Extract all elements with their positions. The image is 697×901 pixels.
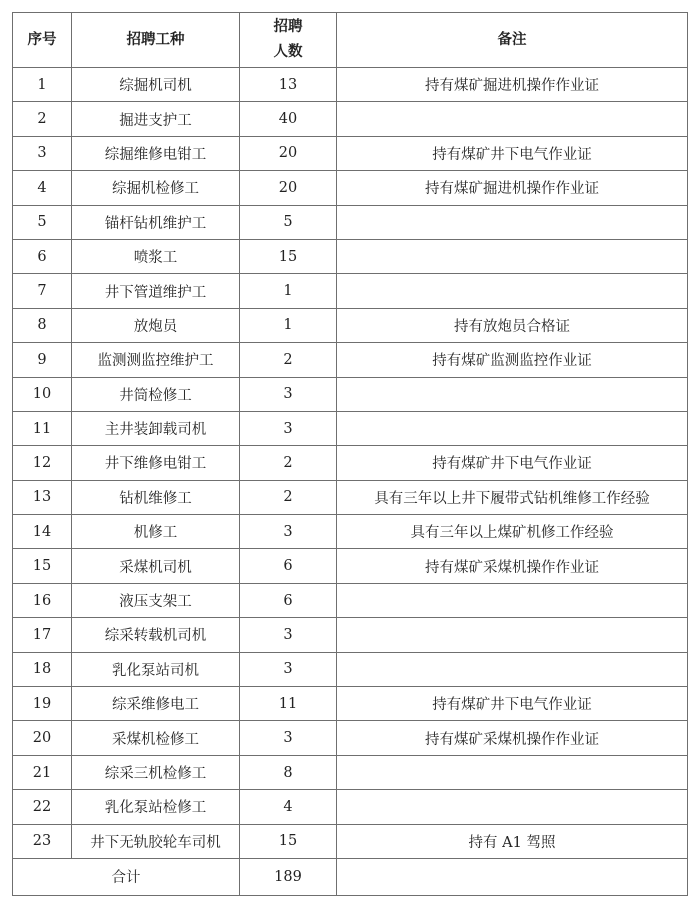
cell-job-type: 喷浆工 xyxy=(72,239,240,273)
table-footer xyxy=(13,858,688,895)
table-row xyxy=(13,618,688,652)
cell-job-type: 综采维修电工 xyxy=(72,687,240,721)
cell-recruit-count: 2 xyxy=(240,480,337,514)
cell-recruit-count: 2 xyxy=(240,446,337,480)
cell-serial-number: 9 xyxy=(13,343,72,377)
table-row xyxy=(13,205,688,239)
header-recruit-count xyxy=(240,13,337,68)
total-count: 189 xyxy=(240,858,337,895)
cell-job-type: 锚杆钻机维护工 xyxy=(72,205,240,239)
cell-job-type: 乳化泵站检修工 xyxy=(72,790,240,824)
cell-job-type: 综掘维修电钳工 xyxy=(72,136,240,170)
table-row xyxy=(13,377,688,411)
cell-serial-number: 1 xyxy=(13,68,72,102)
header-serial-number: 序号 xyxy=(13,13,72,68)
table-row xyxy=(13,687,688,721)
cell-recruit-count: 5 xyxy=(240,205,337,239)
cell-remarks xyxy=(337,274,688,308)
cell-recruit-count: 3 xyxy=(240,377,337,411)
header-row xyxy=(13,13,688,68)
cell-remarks xyxy=(337,755,688,789)
table-row xyxy=(13,824,688,858)
recruitment-table xyxy=(12,12,688,896)
header-remarks: 备注 xyxy=(337,13,688,68)
cell-job-type: 综采三机检修工 xyxy=(72,755,240,789)
cell-remarks: 持有煤矿采煤机操作作业证 xyxy=(337,721,688,755)
cell-serial-number: 16 xyxy=(13,583,72,617)
cell-serial-number: 7 xyxy=(13,274,72,308)
cell-job-type: 井下管道维护工 xyxy=(72,274,240,308)
cell-job-type: 液压支架工 xyxy=(72,583,240,617)
table-row xyxy=(13,136,688,170)
header-job-type: 招聘工种 xyxy=(72,13,240,68)
cell-job-type: 乳化泵站司机 xyxy=(72,652,240,686)
cell-serial-number: 21 xyxy=(13,755,72,789)
table-row xyxy=(13,480,688,514)
cell-job-type: 主井装卸载司机 xyxy=(72,411,240,445)
cell-serial-number: 8 xyxy=(13,308,72,342)
table-header xyxy=(13,13,688,68)
cell-serial-number: 4 xyxy=(13,171,72,205)
cell-remarks xyxy=(337,652,688,686)
cell-serial-number: 17 xyxy=(13,618,72,652)
cell-recruit-count: 6 xyxy=(240,583,337,617)
cell-remarks: 具有三年以上井下履带式钻机维修工作经验 xyxy=(337,480,688,514)
cell-job-type: 综采转载机司机 xyxy=(72,618,240,652)
cell-job-type: 综掘机司机 xyxy=(72,68,240,102)
table-row xyxy=(13,515,688,549)
cell-serial-number: 10 xyxy=(13,377,72,411)
cell-job-type: 监测测监控维护工 xyxy=(72,343,240,377)
cell-serial-number: 23 xyxy=(13,824,72,858)
cell-recruit-count: 40 xyxy=(240,102,337,136)
cell-job-type: 放炮员 xyxy=(72,308,240,342)
cell-serial-number: 20 xyxy=(13,721,72,755)
table-row xyxy=(13,790,688,824)
cell-recruit-count: 3 xyxy=(240,411,337,445)
table-row xyxy=(13,239,688,273)
cell-job-type: 机修工 xyxy=(72,515,240,549)
table-row xyxy=(13,102,688,136)
cell-recruit-count: 2 xyxy=(240,343,337,377)
table-row xyxy=(13,274,688,308)
cell-job-type: 井下无轨胶轮车司机 xyxy=(72,824,240,858)
cell-remarks xyxy=(337,411,688,445)
cell-remarks xyxy=(337,102,688,136)
cell-job-type: 井筒检修工 xyxy=(72,377,240,411)
table-body xyxy=(13,68,688,859)
cell-serial-number: 13 xyxy=(13,480,72,514)
cell-remarks: 具有三年以上煤矿机修工作经验 xyxy=(337,515,688,549)
cell-serial-number: 5 xyxy=(13,205,72,239)
cell-remarks: 持有煤矿井下电气作业证 xyxy=(337,446,688,480)
cell-job-type: 采煤机司机 xyxy=(72,549,240,583)
cell-recruit-count: 11 xyxy=(240,687,337,721)
cell-job-type: 采煤机检修工 xyxy=(72,721,240,755)
table-row xyxy=(13,652,688,686)
cell-serial-number: 2 xyxy=(13,102,72,136)
cell-recruit-count: 3 xyxy=(240,618,337,652)
cell-remarks xyxy=(337,377,688,411)
table-row xyxy=(13,721,688,755)
cell-serial-number: 15 xyxy=(13,549,72,583)
table-row xyxy=(13,549,688,583)
cell-job-type: 井下维修电钳工 xyxy=(72,446,240,480)
table-row xyxy=(13,308,688,342)
table-row xyxy=(13,343,688,377)
cell-serial-number: 6 xyxy=(13,239,72,273)
cell-recruit-count: 3 xyxy=(240,652,337,686)
cell-job-type: 掘进支护工 xyxy=(72,102,240,136)
table-row xyxy=(13,583,688,617)
cell-remarks: 持有煤矿井下电气作业证 xyxy=(337,136,688,170)
cell-recruit-count: 15 xyxy=(240,824,337,858)
table-row xyxy=(13,68,688,102)
cell-recruit-count: 13 xyxy=(240,68,337,102)
total-row xyxy=(13,858,688,895)
cell-recruit-count: 3 xyxy=(240,515,337,549)
table-row xyxy=(13,171,688,205)
header-recruit-count-line1: 招聘 xyxy=(273,19,303,35)
cell-remarks: 持有煤矿掘进机操作作业证 xyxy=(337,68,688,102)
cell-remarks: 持有放炮员合格证 xyxy=(337,308,688,342)
total-note xyxy=(337,858,688,895)
cell-recruit-count: 4 xyxy=(240,790,337,824)
cell-recruit-count: 20 xyxy=(240,171,337,205)
cell-remarks xyxy=(337,205,688,239)
cell-job-type: 综掘机检修工 xyxy=(72,171,240,205)
cell-remarks xyxy=(337,618,688,652)
cell-serial-number: 3 xyxy=(13,136,72,170)
cell-recruit-count: 15 xyxy=(240,239,337,273)
cell-serial-number: 11 xyxy=(13,411,72,445)
cell-recruit-count: 1 xyxy=(240,274,337,308)
cell-job-type: 钻机维修工 xyxy=(72,480,240,514)
cell-serial-number: 14 xyxy=(13,515,72,549)
cell-recruit-count: 8 xyxy=(240,755,337,789)
table-row xyxy=(13,755,688,789)
total-label: 合计 xyxy=(13,858,240,895)
cell-recruit-count: 3 xyxy=(240,721,337,755)
cell-serial-number: 12 xyxy=(13,446,72,480)
cell-remarks: 持有煤矿采煤机操作作业证 xyxy=(337,549,688,583)
cell-serial-number: 19 xyxy=(13,687,72,721)
header-recruit-count-line2: 人数 xyxy=(273,44,303,60)
cell-recruit-count: 1 xyxy=(240,308,337,342)
cell-remarks: 持有煤矿井下电气作业证 xyxy=(337,687,688,721)
cell-remarks xyxy=(337,239,688,273)
cell-recruit-count: 20 xyxy=(240,136,337,170)
cell-remarks xyxy=(337,583,688,617)
table-row xyxy=(13,446,688,480)
cell-remarks xyxy=(337,790,688,824)
cell-remarks: 持有煤矿监测监控作业证 xyxy=(337,343,688,377)
cell-serial-number: 18 xyxy=(13,652,72,686)
table-row xyxy=(13,411,688,445)
cell-remarks: 持有煤矿掘进机操作作业证 xyxy=(337,171,688,205)
cell-serial-number: 22 xyxy=(13,790,72,824)
cell-remarks: 持有 A1 驾照 xyxy=(337,824,688,858)
cell-recruit-count: 6 xyxy=(240,549,337,583)
